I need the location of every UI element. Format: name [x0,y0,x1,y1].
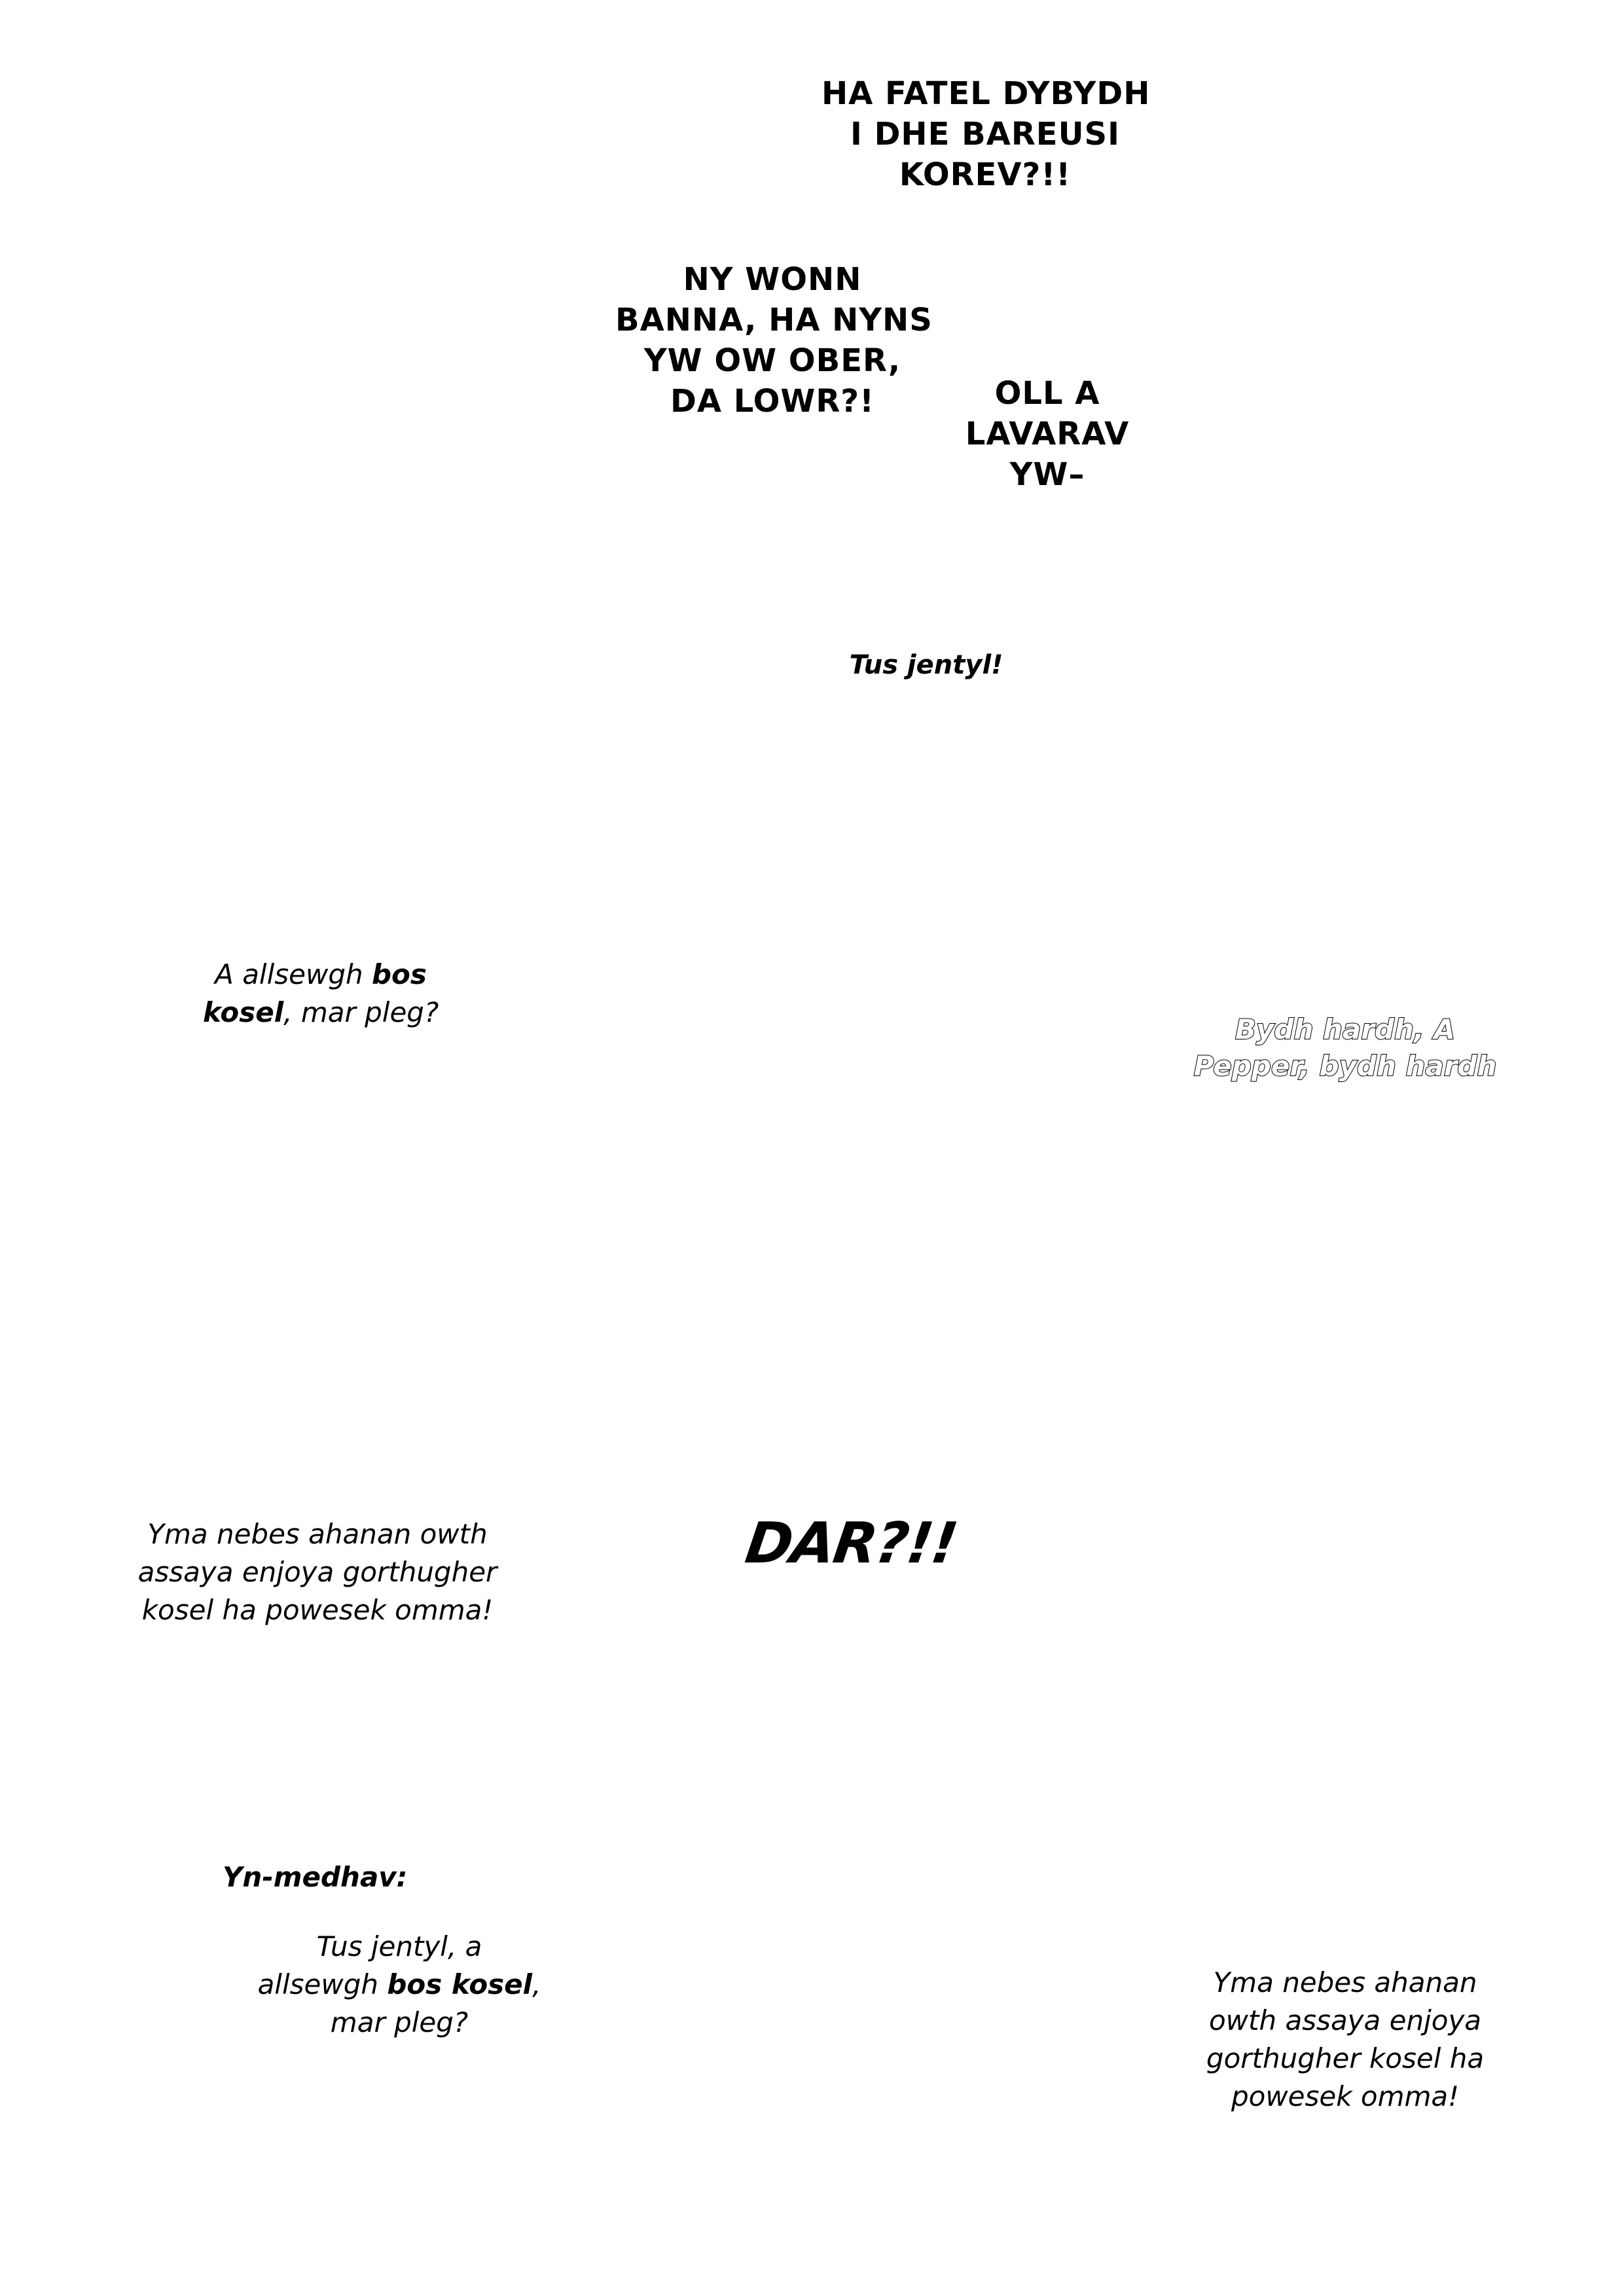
song-bydh-hardh [1191,1011,1499,1085]
speech-line: owth assaya enjoya [1208,2004,1482,2036]
speech-line: NY WONN [683,261,862,298]
speech-oll-a [956,373,1139,495]
caption-yn-medhav [223,1859,419,1896]
speech-line: I DHE BAREUSI [850,116,1120,153]
speech-line: YW OW OBER, [643,342,901,379]
speech-line: kosel ha powesek omma! [141,1594,494,1626]
speech-line: assaya enjoya gorthugher [137,1556,497,1588]
speech-allsewgh-1 [203,956,439,1032]
speech-line: allsewgh bos kosel, [257,1968,541,2000]
speech-line: OLL A [994,375,1100,412]
speech-line: Yma nebes ahanan [1213,1966,1477,1998]
speech-line: Tus jentyl, a [316,1930,482,1962]
speech-allsewgh-2 [249,1928,550,2042]
speech-korev [821,73,1149,195]
speech-line: Yma nebes ahanan owth [147,1518,488,1550]
speech-line: powesek omma! [1231,2080,1460,2112]
speech-line: BANNA, HA NYNS [615,302,933,338]
speech-line: gorthugher kosel ha [1206,2042,1485,2074]
song-line: Pepper, bydh hardh [1193,1050,1497,1082]
sfx-text: DAR?!! [741,1511,961,1576]
speech-yma-nebes-1 [134,1515,501,1629]
speech-line: LAVARAV [965,416,1130,452]
caption-text: Yn-medhav: [223,1861,408,1893]
speech-yma-nebes-2 [1191,1964,1499,2116]
speech-line: DA LOWR?! [670,383,875,420]
speech-line: Tus jentyl! [849,650,1003,680]
song-line: Bydh hardh, A [1235,1013,1455,1045]
speech-line: mar pleg? [330,2006,469,2038]
speech-line: kosel, mar pleg? [203,996,439,1028]
speech-line: YW– [1009,456,1085,493]
speech-line: KOREV?!! [899,156,1072,193]
speech-line: HA FATEL DYBYDH [821,75,1151,112]
speech-line: A allsewgh bos [215,958,427,990]
sfx-dar [741,1511,961,1576]
speech-ny-wonn [615,259,933,422]
speech-tus-jentyl [844,648,1008,682]
